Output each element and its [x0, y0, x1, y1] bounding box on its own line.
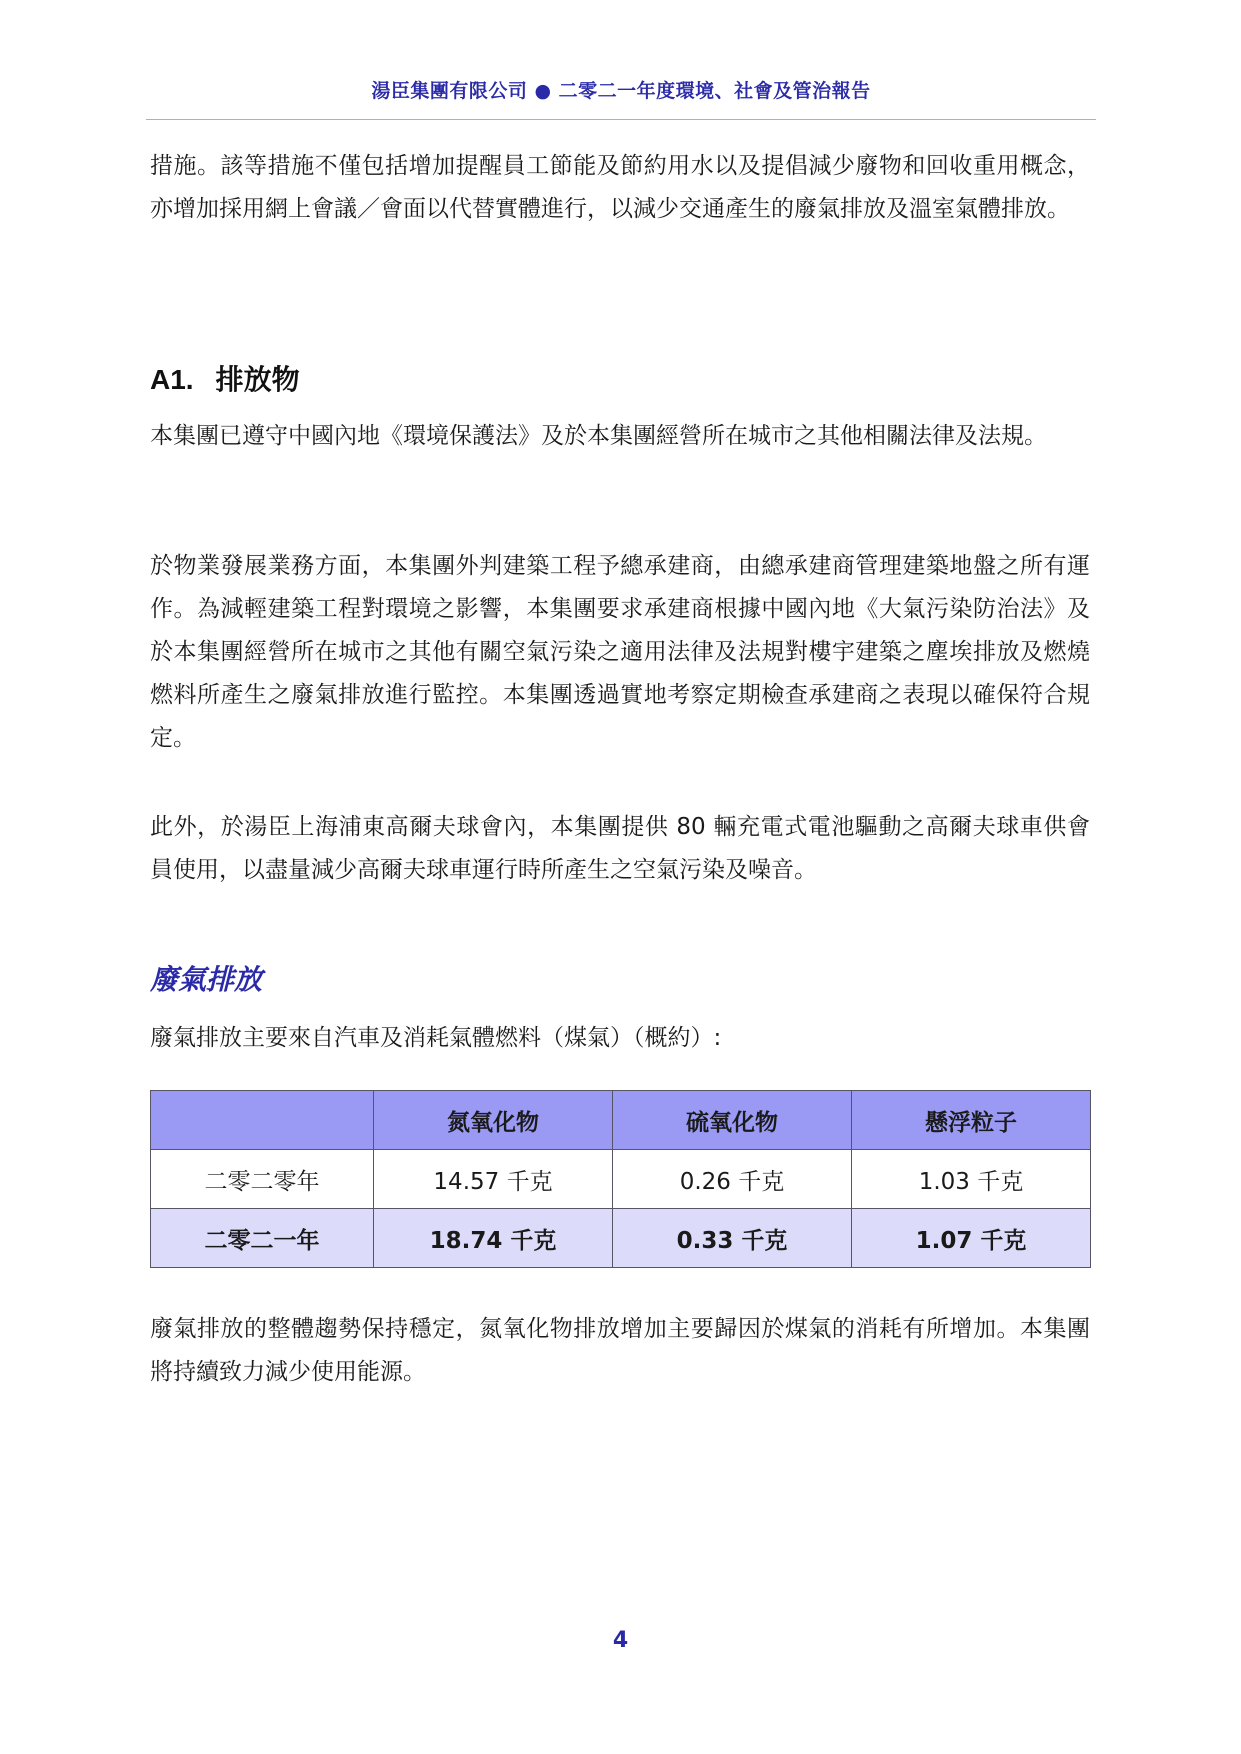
emissions-table [150, 1090, 1091, 1268]
row-sox: 0.26 千克 [613, 1150, 852, 1209]
row-year: 二零二零年 [151, 1150, 374, 1209]
report-header-title: 湯臣集團有限公司 ● 二零二一年度環境、社會及管治報告 [371, 80, 871, 102]
exhaust-intro: 廢氣排放主要來自汽車及消耗氣體燃料（煤氣）（概約）: [150, 1025, 722, 1051]
table-row [151, 1209, 1091, 1268]
table-header-nox: 氮氧化物 [374, 1091, 613, 1150]
table-header-sox: 硫氧化物 [613, 1091, 852, 1150]
table-header-pm: 懸浮粒子 [852, 1091, 1091, 1150]
section-a1-title: 排放物 [215, 363, 300, 396]
row-sox: 0.33 千克 [613, 1209, 852, 1268]
intro-paragraph: 措施。該等措施不僅包括增加提醒員工節能及節約用水以及提倡減少廢物和回收重用概念，亦增加採用網上會議／會面以代替實體進行，以減少交通產生的廢氣排放及溫室氣體排放。 [150, 153, 1090, 222]
table-row [151, 1150, 1091, 1209]
construction-paragraph: 於物業發展業務方面，本集團外判建築工程予總承建商，由總承建商管理建築地盤之所有運作。為減輕建築工程對環境之影響，本集團要求承建商根據中國內地《大氣污染防治法》及於本集團經營所在城市之其他有關空氣污染之適用法律及法規對樓宇建築之塵埃排放及燃燒燃料所產生之廢氣排放進行監控。本集團透過實地考察定期檢查承建商之表現以確保符合規定。 [150, 553, 1090, 751]
row-year: 二零二一年 [151, 1209, 374, 1268]
row-pm: 1.03 千克 [852, 1150, 1091, 1209]
page-number: 4 [612, 1628, 629, 1653]
header-divider [146, 119, 1096, 120]
table-header-blank [151, 1091, 374, 1150]
exhaust-conclusion: 廢氣排放的整體趨勢保持穩定，氮氧化物排放增加主要歸因於煤氣的消耗有所增加。本集團將持續致力減少使用能源。 [150, 1316, 1090, 1385]
row-pm: 1.07 千克 [852, 1209, 1091, 1268]
section-a1-heading [150, 358, 300, 398]
section-a1-number: A1. [150, 364, 194, 395]
exhaust-heading: 廢氣排放 [150, 963, 263, 996]
golf-cart-paragraph: 此外，於湯臣上海浦東高爾夫球會內，本集團提供 80 輛充電式電池驅動之高爾夫球車供會員使用，以盡量減少高爾夫球車運行時所產生之空氣污染及噪音。 [150, 814, 1090, 883]
compliance-paragraph: 本集團已遵守中國內地《環境保護法》及於本集團經營所在城市之其他相關法律及法規。 [150, 423, 1047, 449]
row-nox: 14.57 千克 [374, 1150, 613, 1209]
row-nox: 18.74 千克 [374, 1209, 613, 1268]
table-header-row [151, 1091, 1091, 1150]
